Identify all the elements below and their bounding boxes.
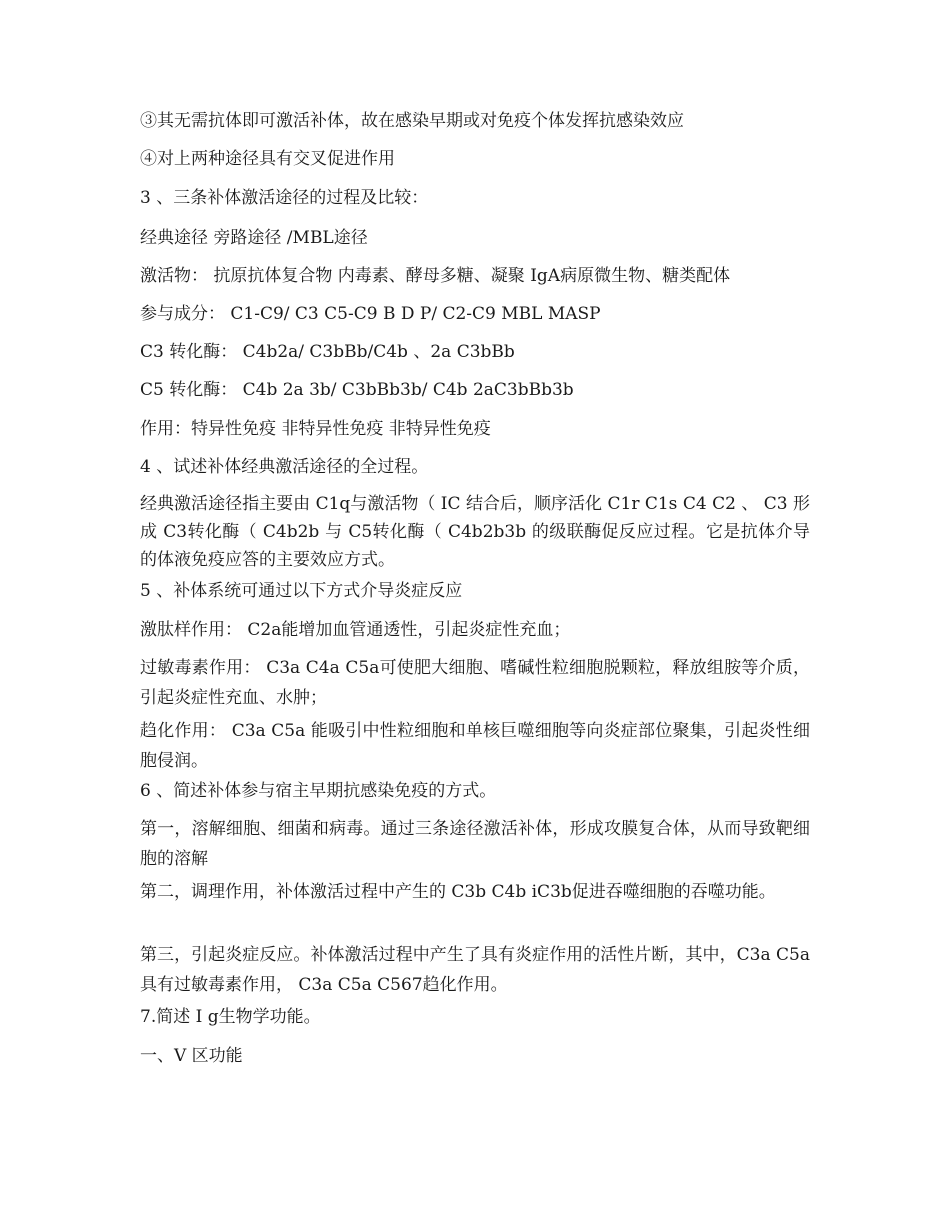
text-line-kinin: 激肽样作用： C2a能增加血管通透性，引起炎症性充血； [140,620,571,640]
text-line-c3-convertase: C3 转化酶： C4b2a/ C3bBb/C4b 、2a C3bBb [140,342,515,362]
heading-3: 3 、三条补体激活途径的过程及比较： [140,188,429,208]
paragraph-chemotaxis: 趋化作用： C3a C5a 能吸引中性粒细胞和单核巨噬细胞等向炎症部位聚集，引起炎性细胞侵润。 [140,721,810,771]
text-line-function: 作用：特异性免疫 非特异性免疫 非特异性免疫 [140,419,491,439]
text-line-1: ③其无需抗体即可激活补体，故在感染早期或对免疫个体发挥抗感染效应 [140,111,684,131]
heading-4: 4 、试述补体经典激活途径的全过程。 [140,457,429,477]
text-line-components: 参与成分： C1-C9/ C3 C5-C9 B D P/ C2-C9 MBL MASP [140,304,601,324]
paragraph-anaphylatoxin: 过敏毒素作用： C3a C4a C5a可使肥大细胞、嗜碱性粒细胞脱颗粒，释放组胺等介质，引起炎症性充血、水肿； [140,658,810,708]
heading-6: 6 、简述补体参与宿主早期抗感染免疫的方式。 [140,781,497,801]
section-v-region: 一、V 区功能 [140,1046,243,1066]
text-line-2: ④对上两种途径具有交叉促进作用 [140,149,395,169]
text-line-activators: 激活物： 抗原抗体复合物 内毒素、酵母多糖、凝聚 IgA病原微生物、糖类配体 [140,266,731,286]
heading-5: 5 、补体系统可通过以下方式介导炎症反应 [140,581,463,601]
text-line-c5-convertase: C5 转化酶： C4b 2a 3b/ C3bBb3b/ C4b 2aC3bBb3b [140,380,574,400]
paragraph-classical-pathway: 经典激活途径指主要由 C1q与激活物（ IC 结合后，顺序活化 C1r C1s C4 C2 、 C3 形成 C3转化酶（ C4b2b 与 C5转化酶（ C4b2b3b 的级联酶促反应过程。它是抗体介导的体液免疫应答的主要效应方式。 [140,494,810,570]
text-line-pathways: 经典途径 旁路途径 /MBL途径 [140,228,368,248]
paragraph-second: 第二，调理作用，补体激活过程中产生的 C3b C4b iC3b促进吞噬细胞的吞噬功能。 [140,882,776,902]
paragraph-third: 第三，引起炎症反应。补体激活过程中产生了具有炎症作用的活性片断，其中，C3a C5a具有过敏毒素作用， C3a C5a C567趋化作用。 [140,945,810,995]
heading-7: 7.简述 I g生物学功能。 [140,1007,321,1027]
paragraph-first: 第一，溶解细胞、细菌和病毒。通过三条途径激活补体，形成攻膜复合体，从而导致靶细胞的溶解 [140,819,810,869]
